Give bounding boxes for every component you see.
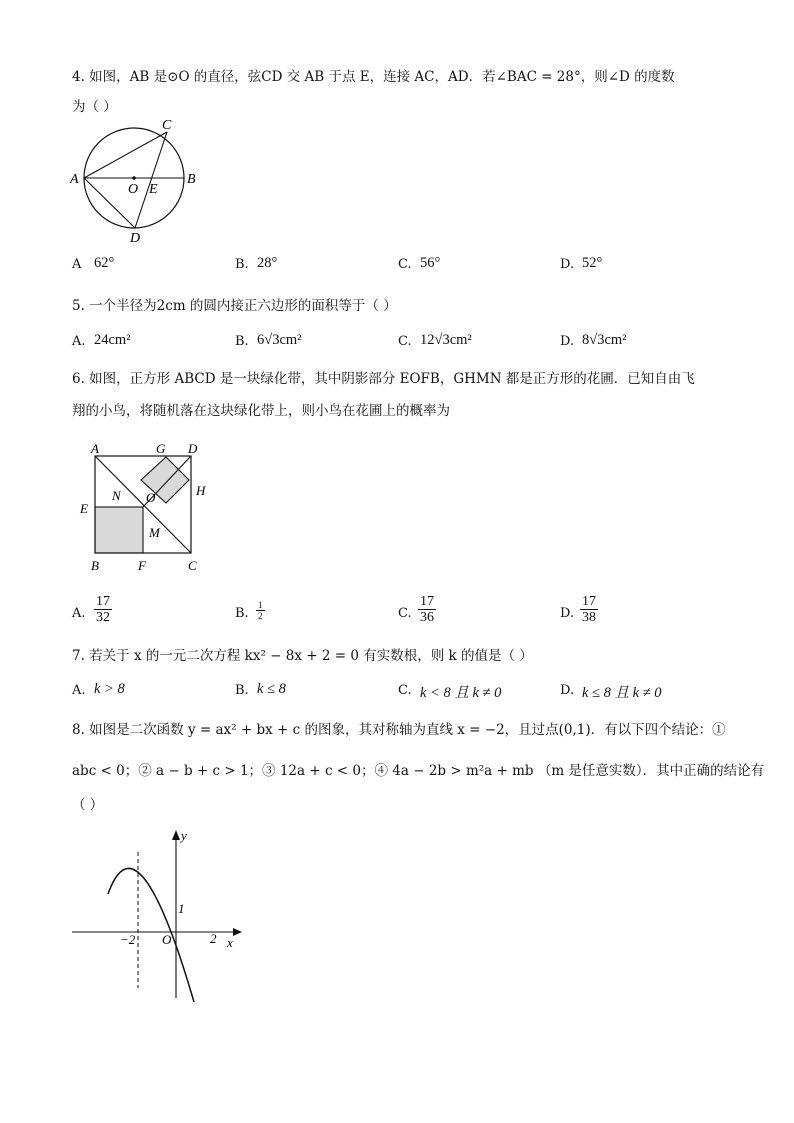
- q7-opt-a-letter[interactable]: A.: [72, 683, 86, 698]
- label-d: D: [130, 231, 141, 246]
- label-h: H: [196, 483, 206, 498]
- q4-opt-d-letter[interactable]: D.: [560, 257, 575, 272]
- q5-opt-c-value[interactable]: 12√3cm²: [420, 332, 472, 348]
- q7-opt-b-value[interactable]: k ≤ 8: [257, 681, 286, 697]
- q5-opt-d-letter[interactable]: D.: [560, 334, 575, 349]
- q6-square-figure: [78, 438, 218, 578]
- label-a: A: [70, 172, 79, 187]
- tick-label-1: 1: [178, 901, 185, 916]
- q4-stem-line2: 为（ ）: [72, 99, 117, 115]
- q4-opt-a-value[interactable]: 62°: [94, 255, 115, 271]
- q6-opt-a-fraction[interactable]: [94, 594, 112, 625]
- tick-label-neg2: −2: [120, 932, 136, 947]
- q5-opt-b-value[interactable]: 6√3cm²: [257, 332, 302, 348]
- q6-opt-d-fraction[interactable]: [580, 594, 598, 625]
- q6-opt-b-fraction[interactable]: [256, 600, 265, 621]
- q5-options: [72, 332, 732, 352]
- label-e: E: [149, 182, 158, 197]
- q7-opt-c-value[interactable]: k < 8 且 k ≠ 0: [420, 685, 502, 701]
- q6-stem-line1: 6. 如图，正方形 ABCD 是一块绿化带，其中阴影部分 EOFB，GHMN 都是正方形的花圃．已知自由飞: [72, 371, 695, 387]
- label-n: N: [112, 488, 121, 503]
- label-m: M: [149, 525, 160, 540]
- x-axis-arrow: [233, 928, 242, 936]
- chord-ac: [84, 132, 167, 178]
- label-b: B: [187, 172, 196, 187]
- q6-options: [72, 594, 732, 630]
- q8-stem-line1: 8. 如图是二次函数 y = ax² + bx + c 的图象，其对称轴为直线 x = −2，且过点(0,1)．有以下四个结论：①: [72, 722, 726, 738]
- q5-opt-a-letter[interactable]: A.: [72, 334, 86, 349]
- q6-opt-a-num: 17: [96, 594, 110, 609]
- q7-opt-a-value[interactable]: k > 8: [94, 681, 125, 697]
- q4-opt-b-value[interactable]: 28°: [257, 255, 278, 271]
- label-b: B: [91, 558, 99, 573]
- y-axis-label: y: [181, 828, 187, 843]
- q7-opt-b-letter[interactable]: B.: [235, 683, 249, 698]
- q5-stem: 5. 一个半径为2cm 的圆内接正六边形的面积等于（ ）: [72, 298, 397, 314]
- q6-opt-c-num: 17: [420, 594, 434, 609]
- q5-opt-b-letter[interactable]: B.: [235, 334, 249, 349]
- q4-opt-c-value[interactable]: 56°: [420, 255, 441, 271]
- y-axis-arrow: [172, 830, 180, 840]
- q6-opt-c-den: 36: [420, 610, 434, 625]
- q4-opt-d-value[interactable]: 52°: [582, 255, 603, 271]
- origin-label: O: [162, 932, 172, 947]
- tick-label-2: 2: [210, 931, 217, 946]
- label-e: E: [80, 501, 88, 516]
- q6-opt-a-den: 32: [96, 610, 110, 625]
- q5-opt-c-letter[interactable]: C.: [398, 334, 412, 349]
- q4-options: [72, 255, 732, 275]
- q6-opt-b-den: 2: [258, 611, 263, 621]
- q5-opt-d-value[interactable]: 8√3cm²: [582, 332, 627, 348]
- q4-opt-c-letter[interactable]: C.: [398, 257, 412, 272]
- q4-opt-b-letter[interactable]: B.: [235, 257, 249, 272]
- label-c: C: [162, 118, 172, 133]
- label-g: G: [156, 441, 166, 456]
- label-d: D: [188, 441, 198, 456]
- q7-opt-d-letter[interactable]: D.: [560, 683, 575, 698]
- q4-stem-line1: 4. 如图，AB 是⊙O 的直径，弦CD 交 AB 于点 E，连接 AC，AD．若∠BAC = 28°，则∠D 的度数: [72, 69, 675, 85]
- label-o: O: [128, 182, 139, 197]
- label-f: F: [138, 558, 146, 573]
- q6-opt-d-den: 38: [582, 610, 596, 625]
- q8-parabola-graph: [66, 826, 256, 1006]
- q7-options: [72, 681, 732, 701]
- label-a: A: [91, 441, 99, 456]
- q4-circle-figure: [64, 118, 214, 253]
- q6-opt-b-letter[interactable]: B.: [235, 606, 249, 621]
- chord-cd: [135, 132, 167, 228]
- q4-opt-a-letter[interactable]: A: [72, 257, 82, 272]
- q7-stem: 7. 若关于 x 的一元二次方程 kx² − 8x + 2 = 0 有实数根，则 k 的值是（ ）: [72, 648, 533, 664]
- q6-opt-d-letter[interactable]: D.: [560, 606, 575, 621]
- q6-opt-b-num: 1: [258, 600, 263, 610]
- q6-opt-c-fraction[interactable]: [418, 594, 436, 625]
- center-dot: [132, 176, 136, 180]
- label-c: C: [188, 558, 197, 573]
- q5-opt-a-value[interactable]: 24cm²: [94, 332, 131, 348]
- q8-stem-line3: （ ）: [72, 797, 104, 813]
- q7-opt-d-value[interactable]: k ≤ 8 且 k ≠ 0: [582, 685, 662, 701]
- q8-stem-line2: abc < 0；② a − b + c > 1；③ 12a + c < 0；④ 4a − 2b > m²a + mb （m 是任意实数）．其中正确的结论有: [72, 763, 765, 779]
- q6-opt-a-letter[interactable]: A.: [72, 606, 86, 621]
- square-eofb: [95, 507, 143, 553]
- label-o: O: [146, 490, 156, 505]
- q6-opt-c-letter[interactable]: C.: [398, 606, 412, 621]
- q6-opt-d-num: 17: [582, 594, 596, 609]
- x-axis-label: x: [227, 935, 233, 950]
- q6-stem-line2: 翔的小鸟，将随机落在这块绿化带上，则小鸟在花圃上的概率为: [72, 403, 450, 419]
- q7-opt-c-letter[interactable]: C.: [398, 683, 412, 698]
